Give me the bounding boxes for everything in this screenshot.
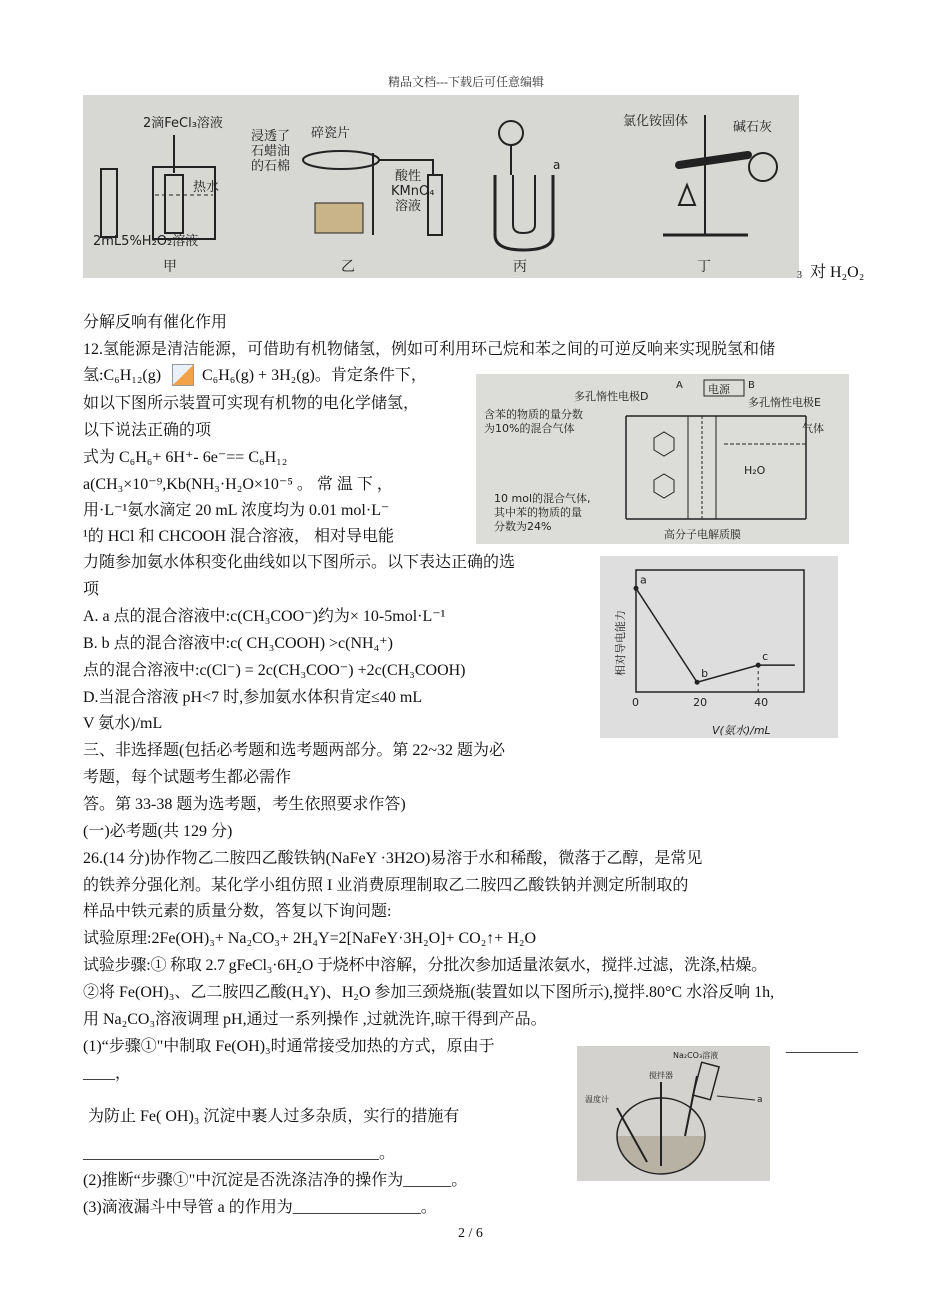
- q26-sub1-d: _____________________________________。: [83, 1145, 396, 1162]
- label-thermometer: 温度计: [585, 1095, 609, 1104]
- section3-line3: 答。第 33-38 题为选考题，考生依照要求作答): [83, 796, 406, 813]
- label-nh4cl: 氯化铵固体: [623, 114, 689, 129]
- label-A: A: [676, 380, 683, 391]
- label-electrode-d: 多孔惰性电极D: [574, 390, 649, 403]
- q12-line3: 如以下图所示装置可实现有机物的电化学储氢，: [83, 395, 420, 412]
- q26-sub2: (2)推断“步骤①"中沉淀是否洗涤洁净的操作为______。: [83, 1172, 468, 1189]
- electrochemical-cell-figure: [476, 374, 849, 544]
- q13-line4: 力随参加氨水体积变化曲线如以下图所示。以下表达正确的选: [83, 554, 516, 571]
- chart-point-label-c: c: [762, 650, 769, 664]
- label-gas: 气体: [802, 422, 824, 435]
- subscript-3: 3: [797, 270, 802, 281]
- q12-line2b: C₆H₆(g) + 3H₂(g)。肯定条件下，: [202, 367, 427, 384]
- section3-line4: (一)必考题(共 129 分): [83, 823, 233, 840]
- conductivity-chart: [600, 556, 838, 738]
- q26-step1: 试验步骤:① 称取 2.7 gFeCl₃·6H₂O 于烧杯中溶解，分批次参加适量浓氨水，搅拌.过滤，洗涤,枯燥。: [83, 957, 767, 974]
- q12-line5: 式为 C₆H₆+ 6H⁺- 6e⁻== C₆H₁₂: [83, 449, 288, 466]
- label-na2co3: Na₂CO₃溶液: [673, 1051, 719, 1060]
- label-h2o2: 2mL5%H₂O₂溶液: [93, 234, 199, 249]
- q26-sub1-a: (1)“步骤①"中制取 Fe(OH)₃时通常接受加热的方式，原由于: [83, 1038, 495, 1055]
- chart-xtick-0: 0: [632, 696, 639, 709]
- section3-line2: 考题，每个试题考生都必需作: [83, 769, 292, 786]
- q26-principle: 试验原理:2Fe(OH)₃+ Na₂CO₃+ 2H₄Y=2[NaFeY·3H₂O]+ CO₂↑+ H₂O: [83, 930, 537, 947]
- q26-line2: 的铁养分强化剂。某化学小组仿照 I 业消费原理制取乙二胺四乙酸铁钠并测定所制取的: [83, 877, 689, 894]
- label-kmno4-acid: 酸性: [395, 169, 422, 184]
- section3-line1: 三、非选择题(包括必考题和选考题两部分。第 22~32 题为必: [83, 742, 505, 759]
- chart-point-label-a: a: [640, 573, 647, 587]
- q12-line4: 以下说法正确的项: [83, 422, 212, 439]
- label-stirrer: 搅拌器: [649, 1071, 673, 1080]
- chart-point-label-b: b: [701, 667, 709, 681]
- label-mix1-line1: 含苯的物质的量分数: [484, 408, 583, 421]
- chart-ylabel: 相对导电能力: [614, 610, 627, 676]
- q13-option-b: B. b 点的混合溶液中:c( CH₃COOH) >c(NH₄⁺): [83, 635, 393, 652]
- q26-step3: 用 Na₂CO₃溶液调理 pH,通过一系列操作 ,过就洗许,晾干得到产品。: [83, 1011, 547, 1028]
- label-soaked: 浸透了: [251, 129, 291, 144]
- q13-line5: 项: [83, 581, 100, 598]
- label-fecl3: 2滴FeCl₃溶液: [143, 116, 223, 131]
- label-porcelain: 碎瓷片: [311, 126, 351, 141]
- label-mix2-line1: 10 mol的混合气体,: [494, 492, 591, 505]
- broken-image-icon: [172, 364, 194, 386]
- q13-tail: V 氨水)/mL: [83, 715, 163, 732]
- chart-series-line: [636, 588, 795, 682]
- chart-xtick-40: 40: [754, 696, 769, 709]
- label-mix2-line2: 其中苯的物质的量: [494, 506, 582, 519]
- q12-line1: 12.氢能源是清洁能源，可借助有机物储氢，例如可利用环己烷和苯之间的可逆反响来实现脱氢和储: [83, 341, 776, 358]
- label-paraffin: 石蜡油: [251, 144, 291, 159]
- q13-option-c: 点的混合溶液中:c(Cl⁻) = 2c(CH₃COO⁻) +2c(CH₃COOH): [83, 662, 466, 679]
- q11-tail: 对 H₂O₂: [810, 264, 865, 281]
- label-mix2-line3: 分数为24%: [494, 520, 552, 533]
- q26-sub1-blank: _________: [786, 1038, 858, 1055]
- label-a: a: [757, 1095, 763, 1105]
- label-hot-water: 热水: [193, 180, 220, 195]
- label-B: B: [748, 380, 755, 391]
- q13-line1: a(CH₃×10⁻⁹,Kb(NH₃·H₂O×10⁻⁵ 。 常 温 下 ，: [83, 476, 393, 493]
- page-header: 精品文档---下载后可任意编辑: [388, 75, 544, 89]
- label-membrane: 高分子电解质膜: [664, 528, 741, 541]
- q13-option-a: A. a 点的混合溶液中:c(CH₃COO⁻)约为× 10-5mol·L⁻¹: [83, 608, 446, 625]
- label-ding: 丁: [697, 259, 711, 275]
- three-neck-flask-figure: [577, 1046, 770, 1181]
- label-jia: 甲: [163, 259, 177, 275]
- chart-point-a: [634, 586, 639, 591]
- chart-frame: [636, 570, 804, 692]
- q26-line3: 样品中铁元素的质量分数，答复以下询问题:: [83, 903, 392, 920]
- label-yi: 乙: [341, 259, 355, 275]
- chart-xlabel: V(氨水)/mL: [712, 724, 771, 737]
- q12-line2a: 氢:C₆H₁₂(g): [83, 367, 162, 384]
- label-soda-lime: 碱石灰: [733, 120, 773, 135]
- label-kmno4: KMnO₄: [391, 184, 435, 199]
- q13-line2: 用·L⁻¹氨水滴定 20 mL 浓度均为 0.01 mol·L⁻: [83, 502, 390, 519]
- label-bing: 丙: [513, 259, 527, 275]
- label-electrode-e: 多孔惰性电极E: [748, 396, 821, 409]
- label-power: 电源: [708, 383, 730, 396]
- label-mix1-line2: 为10%的混合气体: [484, 422, 575, 435]
- chart-point-b: [695, 680, 700, 685]
- q11-tail-line: 分解反响有催化作用: [83, 314, 228, 331]
- label-asbestos: 的石棉: [251, 159, 291, 174]
- q13-line3: ¹的 HCl 和 CHCOOH 混合溶液， 相对导电能: [83, 528, 395, 545]
- q26-step2: ②将 Fe(OH)₃、乙二胺四乙酸(H₄Y)、H₂O 参加三颈烧瓶(装置如以下图所示),搅拌.80°C 水浴反响 1h,: [83, 984, 775, 1001]
- apparatus-figure-jia-yi-bing-ding: [83, 95, 799, 278]
- label-a: a: [553, 158, 561, 172]
- q26-sub1-b: ____，: [83, 1065, 132, 1082]
- q26-sub1-c: 为防止 Fe( OH)₃ 沉淀中裹人过多杂质，实行的措施有: [88, 1108, 460, 1125]
- label-h2o: H₂O: [744, 464, 766, 477]
- page-number: 2 / 6: [458, 1226, 483, 1241]
- label-kmno4-solution: 溶液: [395, 199, 422, 214]
- q26-line1: 26.(14 分)协作物乙二胺四乙酸铁钠(NaFeY ·3H2O)易溶于水和稀酸，微落于乙醇，是常见: [83, 850, 703, 867]
- q26-sub3: (3)滴液漏斗中导管 a 的作用为________________。: [83, 1199, 437, 1216]
- q13-option-d: D.当混合溶液 pH<7 时,参加氨水体积肯定≤40 mL: [83, 689, 423, 706]
- chart-xtick-20: 20: [693, 696, 708, 709]
